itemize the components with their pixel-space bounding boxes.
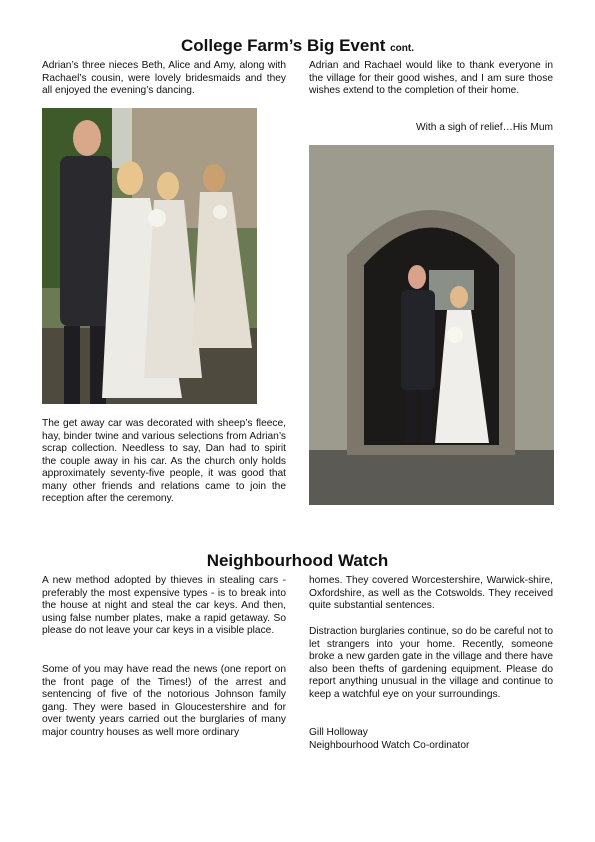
title-text: College Farm’s Big Event — [181, 36, 386, 55]
getaway-car-paragraph: The get away car was decorated with sheep’s fleece, hay, binder twine and various selections from Adrian’s scrap collection. Needless to say, Dan had to spirit the couple away in his car. As the church only holds approximately seventy-five people, it was good that many other friends and relations came to join the reception after the ceremony. — [42, 418, 286, 504]
signature-his-mum: With a sigh of relief…His Mum — [416, 122, 553, 133]
section-title-big-event — [0, 36, 595, 56]
title-suffix: cont. — [390, 43, 414, 54]
bridesmaids-photo — [42, 108, 257, 404]
thanks-paragraph: Adrian and Rachael would like to thank everyone in the village for their good wishes, and I am sure those wishes extend to the completion of their home. — [309, 60, 553, 96]
distraction-burglaries-paragraph: Distraction burglaries continue, so do be careful not to let strangers into your home. Recently, someone broke a new garden gate in the village and there have also been thefts of gardening equipment. Please do report anything unusual in the village and continue to keep a watchful eye on your surroundings. — [309, 626, 553, 700]
couple-church-doorway-photo — [309, 145, 554, 505]
author-role: Neighbourhood Watch Co-ordinator — [309, 740, 470, 751]
sentences-paragraph: homes. They covered Worcestershire, Warwick-shire, Oxfordshire, as well as the Cotswolds. They received quite substantial sentences. — [309, 575, 553, 611]
johnson-gang-paragraph: Some of you may have read the news (one report on the front page of the Times!) of the arrest and sentencing of five of the notorious Johnson family gang. They were based in Gloucestershire and for over twenty years carried out the burglaries of many major country houses as well more ordinary — [42, 664, 286, 738]
car-theft-paragraph: A new method adopted by thieves in stealing cars - preferably the most expensive types - is to break into the house at night and steal the car keys. And then, using false number plates, make a rapid getaway. So please do not leave your car keys in a visible place. — [42, 575, 286, 636]
section-title-neighbourhood-watch: Neighbourhood Watch — [206, 551, 389, 570]
author-name: Gill Holloway — [309, 727, 368, 738]
bridesmaids-paragraph: Adrian’s three nieces Beth, Alice and Amy, along with Rachael’s cousin, were lovely bridesmaids and they all enjoyed the evening’s dancing. — [42, 60, 286, 96]
